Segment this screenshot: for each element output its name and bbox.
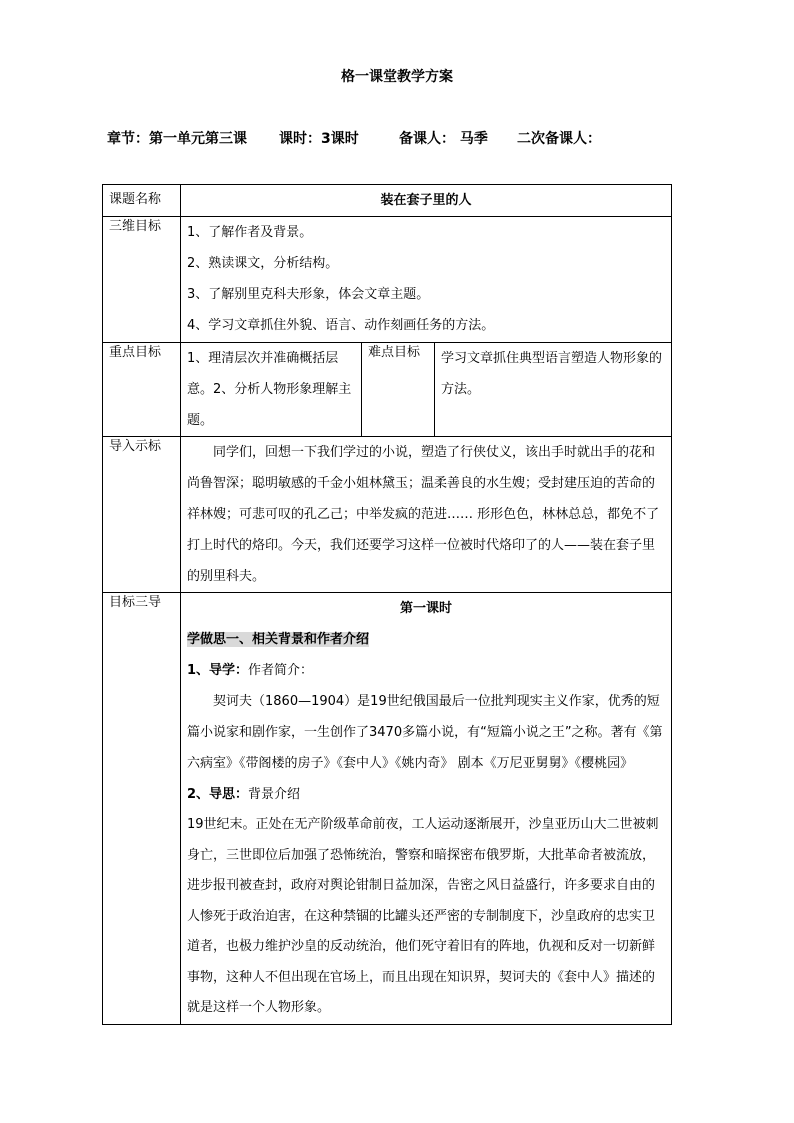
table-row xyxy=(103,437,672,593)
preparer-info: 备课人： 马季 xyxy=(399,131,488,147)
table-row xyxy=(103,185,672,217)
document-title: 格一课堂教学方案 xyxy=(341,69,453,85)
key-objective-label: 重点目标 xyxy=(103,343,181,437)
difficult-objective-label: 难点目标 xyxy=(362,343,435,437)
second-preparer-info: 二次备课人： xyxy=(517,131,601,147)
section-title: 学做思一、相关背景和作者介绍 xyxy=(187,632,370,647)
intro-cell xyxy=(181,437,672,593)
guide2-text: 背景介绍 xyxy=(248,787,301,802)
difficult-objective-text: 学习文章抓住典型语言塑造人物形象的方法。 xyxy=(441,351,663,397)
chapter-info: 章节：第一单元第三课 xyxy=(107,131,247,147)
guide-label: 目标三导 xyxy=(103,593,181,1025)
guide1-label: 1、导学： xyxy=(187,663,249,678)
guide2-label: 2、导思： xyxy=(187,787,249,802)
key-objective-value xyxy=(181,343,362,437)
objective-item: 2、熟读课文，分析结构。 xyxy=(187,256,339,271)
topic-label: 课题名称 xyxy=(103,185,181,217)
objective-item: 4、学习文章抓住外貌、语言、动作刻画任务的方法。 xyxy=(187,318,495,333)
difficult-objective-value xyxy=(435,343,672,437)
intro-text: 同学们，回想一下我们学过的小说，塑造了行侠仗义，该出手时就出手的花和尚鲁智深；聪明敏感的千金小姐林黛玉；温柔善良的水生嫂；受封建压迫的苦命的祥林嫂；可悲可叹的孔乙己；中举发疯的范进…… 形形色色，林林总总，都免不了打上时代的烙印。今天，我们还要学习这样一位被时代烙印了的人——装在套子里的别里科夫。 xyxy=(187,445,660,584)
intro-label: 导入示标 xyxy=(103,437,181,593)
topic-value: 装在套子里的人 xyxy=(181,185,672,217)
table-row xyxy=(103,593,672,1025)
guide1-text: 作者简介： xyxy=(248,663,314,678)
objectives-label: 三维目标 xyxy=(103,217,181,343)
lesson-plan-table xyxy=(102,184,672,1025)
objectives-cell xyxy=(181,217,672,343)
key-objective-text: 1、理清层次并准确概括层意。2、分析人物形象理解主题。 xyxy=(187,351,352,428)
background-text: 19世纪末。正处在无产阶级革命前夜，工人运动逐渐展开，沙皇亚历山大二世被刺身亡，三世即位后加强了恐怖统治，警察和暗探密布俄罗斯，大批革命者被流放，进步报刊被查封，政府对舆论钳制日益加深，告密之风日益盛行，许多要求自由的人惨死于政治迫害，在这种禁锢的比罐头还严密的专制制度下，沙皇政府的忠实卫道者，也极力维护沙皇的反动统治，他们死守着旧有的阵地，仇视和反对一切新鲜事物，这种人不但出现在官场上，而且出现在知识界，契诃夫的《套中人》描述的就是这样一个人物形象。 xyxy=(187,817,659,1015)
table-row xyxy=(103,343,672,437)
author-text: 契诃夫（1860—1904）是19世纪俄国最后一位批判现实主义作家，优秀的短篇小说家和剧作家，一生创作了3470多篇小说，有“短篇小说之王”之称。著有《第六病室》《带阁楼的房子》《套中人》《姚内奇》 剧本《万尼亚舅舅》《樱桃园》 xyxy=(187,694,663,771)
meta-line xyxy=(107,128,707,148)
guide-cell xyxy=(181,593,672,1025)
lesson-title: 第一课时 xyxy=(399,601,452,616)
objective-item: 1、了解作者及背景。 xyxy=(187,225,313,240)
objective-item: 3、了解别里克科夫形象，体会文章主题。 xyxy=(187,287,430,302)
table-row xyxy=(103,217,672,343)
hours-info: 课时：3课时 xyxy=(279,131,359,147)
